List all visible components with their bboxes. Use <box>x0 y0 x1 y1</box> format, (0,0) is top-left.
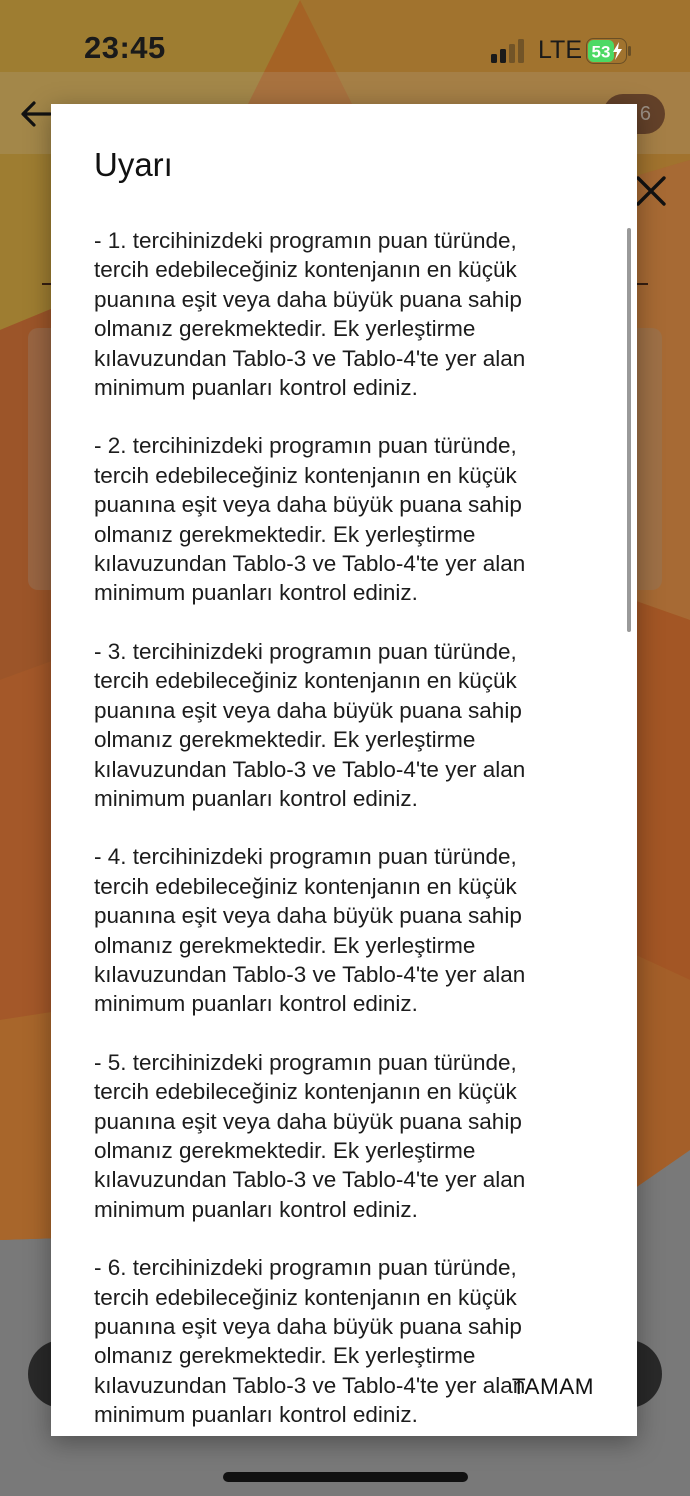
cellular-signal-icon <box>491 39 527 63</box>
status-time: 23:45 <box>84 30 166 65</box>
warning-item: - 1. tercihinizdeki programın puan türünde, tercih edebileceğiniz kontenjanın en küçük puanına eşit veya daha büyük puana sahip olmanız gerekmektedir. Ek yerleştirme kılavuzundan Tablo-3 ve Tablo-4'te yer alan minimum puanları kontrol ediniz. <box>94 228 526 401</box>
warning-item: - 2. tercihinizdeki programın puan türünde, tercih edebileceğiniz kontenjanın en küçük puanına eşit veya daha büyük puana sahip olmanız gerekmektedir. Ek yerleştirme kılavuzundan Tablo-3 ve Tablo-4'te yer alan minimum puanları kontrol ediniz. <box>94 433 526 606</box>
warning-item: - 4. tercihinizdeki programın puan türünde, tercih edebileceğiniz kontenjanın en küçük puanına eşit veya daha büyük puana sahip olmanız gerekmektedir. Ek yerleştirme kılavuzundan Tablo-3 ve Tablo-4'te yer alan minimum puanları kontrol ediniz. <box>94 844 526 1017</box>
count-badge: 6 <box>603 94 665 134</box>
network-type: LTE <box>538 36 582 64</box>
warning-item: - 6. tercihinizdeki programın puan türünde, tercih edebileceğiniz kontenjanın en küçük puanına eşit veya daha büyük puana sahip olmanız gerekmektedir. Ek yerleştirme kılavuzundan Tablo-3 ve Tablo-4'te yer alan minimum puanları kontrol ediniz. <box>94 1255 526 1428</box>
ok-button[interactable]: TAMAM <box>511 1374 594 1399</box>
status-bar <box>0 0 690 100</box>
scrollbar[interactable] <box>627 228 631 632</box>
battery-percent: 53 <box>591 42 611 62</box>
warning-dialog <box>51 104 637 1436</box>
home-indicator[interactable] <box>223 1472 468 1482</box>
battery-charging-icon <box>586 38 632 64</box>
dialog-title: Uyarı <box>94 146 173 183</box>
warning-item: - 5. tercihinizdeki programın puan türünde, tercih edebileceğiniz kontenjanın en küçük puanına eşit veya daha büyük puana sahip olmanız gerekmektedir. Ek yerleştirme kılavuzundan Tablo-3 ve Tablo-4'te yer alan minimum puanları kontrol ediniz. <box>94 1049 526 1222</box>
warning-item: - 3. tercihinizdeki programın puan türünde, tercih edebileceğiniz kontenjanın en küçük puanına eşit veya daha büyük puana sahip olmanız gerekmektedir. Ek yerleştirme kılavuzundan Tablo-3 ve Tablo-4'te yer alan minimum puanları kontrol ediniz. <box>94 638 526 811</box>
